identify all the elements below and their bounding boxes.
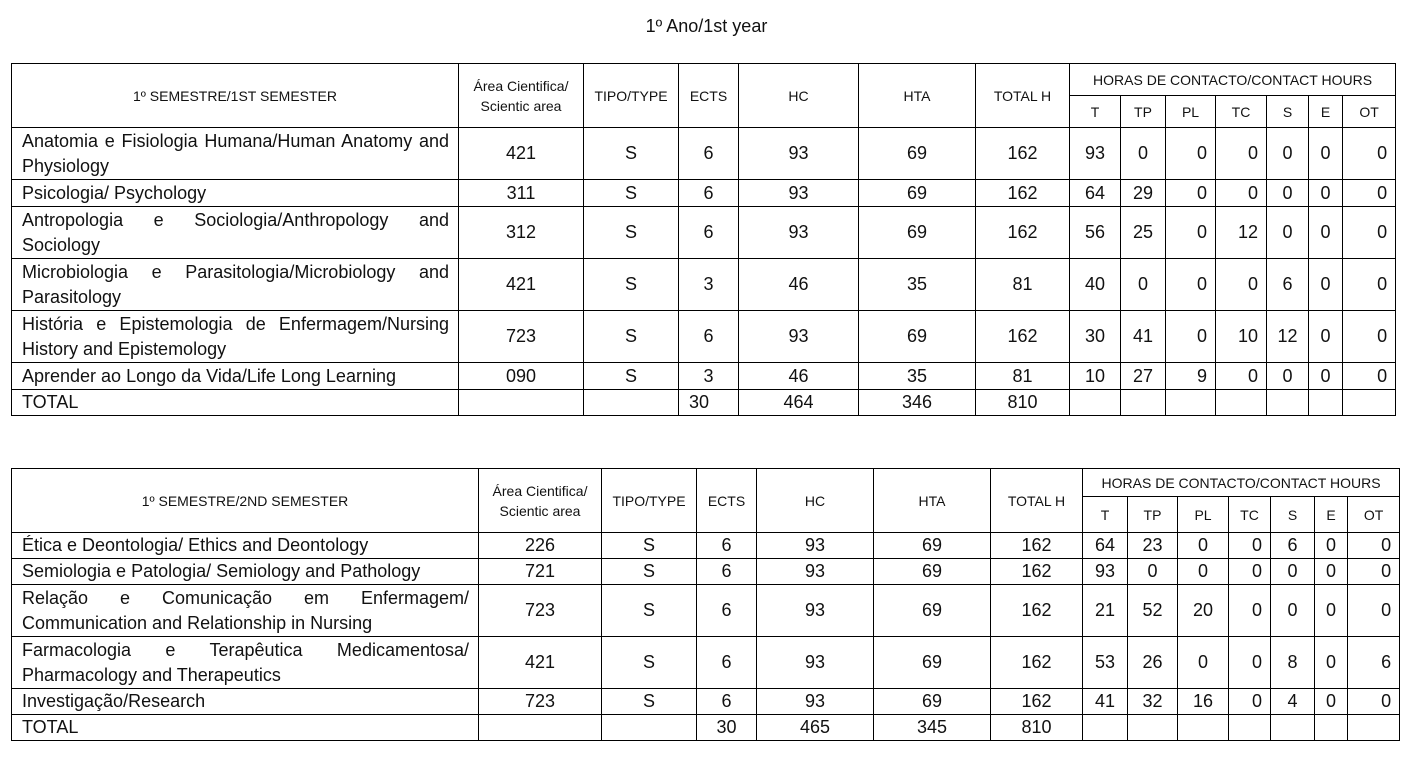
total-h-header: TOTAL H <box>976 64 1070 128</box>
area-cell: 723 <box>479 585 602 637</box>
hta-header: HTA <box>859 64 976 128</box>
empty-cell <box>1271 715 1315 741</box>
hta-cell: 69 <box>874 689 991 715</box>
contact-tc-cell: 0 <box>1229 689 1271 715</box>
course-name: Farmacologia e Terapêutica Medicamentosa/ Pharmacology and Therapeutics <box>12 637 479 689</box>
total-h-cell: 162 <box>991 637 1083 689</box>
ects-cell: 6 <box>697 637 757 689</box>
table-row <box>12 180 1396 207</box>
table-total-row <box>12 390 1396 416</box>
contact-subheader-pl: PL <box>1166 96 1216 128</box>
contact-subheader-tp: TP <box>1128 497 1178 533</box>
ects-cell: 6 <box>697 689 757 715</box>
contact-subheader-ot: OT <box>1348 497 1400 533</box>
contact-hours-header: HORAS DE CONTACTO/CONTACT HOURS <box>1083 469 1400 497</box>
empty-cell <box>584 390 679 416</box>
area-cell: 312 <box>459 207 584 259</box>
total-h-cell: 162 <box>976 311 1070 363</box>
empty-cell <box>479 715 602 741</box>
empty-cell <box>602 715 697 741</box>
contact-ot-cell: 0 <box>1343 311 1396 363</box>
empty-cell <box>1348 715 1400 741</box>
total-label: TOTAL <box>12 715 479 741</box>
empty-cell <box>459 390 584 416</box>
empty-cell <box>1267 390 1309 416</box>
course-name: Anatomia e Fisiologia Humana/Human Anatomy and Physiology <box>12 128 459 180</box>
type-cell: S <box>584 259 679 311</box>
contact-subheader-t: T <box>1083 497 1128 533</box>
contact-tc-cell: 0 <box>1229 637 1271 689</box>
contact-pl-cell: 0 <box>1166 207 1216 259</box>
contact-subheader-e: E <box>1315 497 1348 533</box>
type-cell: S <box>602 533 697 559</box>
contact-tp-cell: 29 <box>1121 180 1166 207</box>
contact-tc-cell: 0 <box>1229 585 1271 637</box>
contact-e-cell: 0 <box>1309 180 1343 207</box>
contact-ot-cell: 0 <box>1343 128 1396 180</box>
area-cell: 226 <box>479 533 602 559</box>
contact-subheader-pl: PL <box>1178 497 1229 533</box>
area-cell: 421 <box>479 637 602 689</box>
contact-e-cell: 0 <box>1315 637 1348 689</box>
total-ects: 30 <box>679 390 739 416</box>
type-header: TIPO/TYPE <box>602 469 697 533</box>
contact-t-cell: 40 <box>1070 259 1121 311</box>
contact-tp-cell: 26 <box>1128 637 1178 689</box>
hc-header: HC <box>739 64 859 128</box>
contact-tp-cell: 0 <box>1121 259 1166 311</box>
contact-s-cell: 0 <box>1267 180 1309 207</box>
semester-header: 1º SEMESTRE/1ST SEMESTER <box>12 64 459 128</box>
course-name: Semiologia e Patologia/ Semiology and Pathology <box>12 559 479 585</box>
ects-header: ECTS <box>679 64 739 128</box>
table-row <box>12 585 1400 637</box>
empty-cell <box>1229 715 1271 741</box>
hc-cell: 93 <box>739 311 859 363</box>
contact-ot-cell: 0 <box>1348 533 1400 559</box>
contact-t-cell: 30 <box>1070 311 1121 363</box>
hc-cell: 93 <box>739 207 859 259</box>
contact-s-cell: 4 <box>1271 689 1315 715</box>
contact-s-cell: 0 <box>1267 128 1309 180</box>
course-name: História e Epistemologia de Enfermagem/Nursing History and Epistemology <box>12 311 459 363</box>
contact-subheader-s: S <box>1271 497 1315 533</box>
total-h-cell: 162 <box>991 689 1083 715</box>
type-cell: S <box>602 559 697 585</box>
contact-ot-cell: 0 <box>1343 207 1396 259</box>
hc-cell: 93 <box>757 533 874 559</box>
empty-cell <box>1178 715 1229 741</box>
total-ects: 30 <box>697 715 757 741</box>
contact-hours-header: HORAS DE CONTACTO/CONTACT HOURS <box>1070 64 1396 96</box>
contact-tc-cell: 12 <box>1216 207 1267 259</box>
table-total-row <box>12 715 1400 741</box>
course-name: Psicologia/ Psychology <box>12 180 459 207</box>
type-cell: S <box>584 363 679 390</box>
empty-cell <box>1083 715 1128 741</box>
total-h-header: TOTAL H <box>991 469 1083 533</box>
contact-pl-cell: 0 <box>1166 259 1216 311</box>
ects-header: ECTS <box>697 469 757 533</box>
page-title: 1º Ano/1st year <box>645 16 768 36</box>
contact-tc-cell: 0 <box>1229 533 1271 559</box>
contact-pl-cell: 0 <box>1178 533 1229 559</box>
contact-subheader-s: S <box>1267 96 1309 128</box>
contact-subheader-ot: OT <box>1343 96 1396 128</box>
ects-cell: 6 <box>697 559 757 585</box>
contact-t-cell: 56 <box>1070 207 1121 259</box>
area-header: Área Cientifica/ Scientic area <box>459 64 584 128</box>
contact-e-cell: 0 <box>1309 363 1343 390</box>
table-row <box>12 363 1396 390</box>
hc-cell: 93 <box>757 637 874 689</box>
hta-cell: 69 <box>874 533 991 559</box>
contact-pl-cell: 20 <box>1178 585 1229 637</box>
hc-cell: 93 <box>757 585 874 637</box>
type-cell: S <box>584 128 679 180</box>
contact-pl-cell: 9 <box>1166 363 1216 390</box>
total-h-cell: 81 <box>976 259 1070 311</box>
hta-cell: 69 <box>874 585 991 637</box>
table-row <box>12 533 1400 559</box>
type-cell: S <box>584 207 679 259</box>
hc-cell: 93 <box>757 689 874 715</box>
contact-ot-cell: 0 <box>1343 259 1396 311</box>
ects-cell: 6 <box>697 585 757 637</box>
hc-cell: 46 <box>739 363 859 390</box>
area-header: Área Cientifica/ Scientic area <box>479 469 602 533</box>
ects-cell: 3 <box>679 259 739 311</box>
total-label: TOTAL <box>12 390 459 416</box>
ects-cell: 6 <box>679 311 739 363</box>
contact-s-cell: 12 <box>1267 311 1309 363</box>
curriculum-table-semester-2 <box>11 468 1400 741</box>
table-row <box>12 637 1400 689</box>
contact-s-cell: 0 <box>1267 207 1309 259</box>
contact-pl-cell: 0 <box>1178 637 1229 689</box>
contact-t-cell: 21 <box>1083 585 1128 637</box>
hc-cell: 93 <box>739 128 859 180</box>
course-name: Relação e Comunicação em Enfermagem/ Communication and Relationship in Nursing <box>12 585 479 637</box>
total-h-cell: 162 <box>991 585 1083 637</box>
contact-t-cell: 64 <box>1070 180 1121 207</box>
contact-tp-cell: 23 <box>1128 533 1178 559</box>
contact-tp-cell: 41 <box>1121 311 1166 363</box>
contact-e-cell: 0 <box>1309 311 1343 363</box>
contact-s-cell: 8 <box>1271 637 1315 689</box>
contact-tp-cell: 52 <box>1128 585 1178 637</box>
area-cell: 721 <box>479 559 602 585</box>
contact-e-cell: 0 <box>1315 533 1348 559</box>
contact-e-cell: 0 <box>1309 207 1343 259</box>
contact-pl-cell: 0 <box>1178 559 1229 585</box>
total-h-cell: 162 <box>991 559 1083 585</box>
empty-cell <box>1128 715 1178 741</box>
total-h-cell: 162 <box>976 128 1070 180</box>
hta-cell: 69 <box>859 311 976 363</box>
total-h-cell: 162 <box>976 207 1070 259</box>
course-name: Ética e Deontologia/ Ethics and Deontology <box>12 533 479 559</box>
contact-tc-cell: 10 <box>1216 311 1267 363</box>
hta-cell: 69 <box>874 637 991 689</box>
course-name: Aprender ao Longo da Vida/Life Long Learning <box>12 363 459 390</box>
area-cell: 723 <box>479 689 602 715</box>
ects-cell: 3 <box>679 363 739 390</box>
contact-s-cell: 6 <box>1267 259 1309 311</box>
contact-e-cell: 0 <box>1315 689 1348 715</box>
total-h-cell: 81 <box>976 363 1070 390</box>
contact-tc-cell: 0 <box>1216 363 1267 390</box>
total-hours: 810 <box>991 715 1083 741</box>
hta-cell: 69 <box>859 180 976 207</box>
area-cell: 090 <box>459 363 584 390</box>
contact-subheader-tc: TC <box>1229 497 1271 533</box>
contact-ot-cell: 6 <box>1348 637 1400 689</box>
contact-pl-cell: 0 <box>1166 311 1216 363</box>
table-row <box>12 311 1396 363</box>
contact-tc-cell: 0 <box>1216 259 1267 311</box>
contact-t-cell: 10 <box>1070 363 1121 390</box>
ects-cell: 6 <box>679 207 739 259</box>
contact-tp-cell: 27 <box>1121 363 1166 390</box>
contact-subheader-e: E <box>1309 96 1343 128</box>
empty-cell <box>1166 390 1216 416</box>
empty-cell <box>1070 390 1121 416</box>
contact-tp-cell: 0 <box>1121 128 1166 180</box>
contact-e-cell: 0 <box>1309 128 1343 180</box>
hta-cell: 35 <box>859 363 976 390</box>
hta-header: HTA <box>874 469 991 533</box>
empty-cell <box>1216 390 1267 416</box>
contact-e-cell: 0 <box>1315 585 1348 637</box>
hta-cell: 69 <box>874 559 991 585</box>
area-cell: 421 <box>459 128 584 180</box>
table-row <box>12 259 1396 311</box>
contact-e-cell: 0 <box>1315 559 1348 585</box>
empty-cell <box>1121 390 1166 416</box>
contact-ot-cell: 0 <box>1348 585 1400 637</box>
contact-t-cell: 64 <box>1083 533 1128 559</box>
ects-cell: 6 <box>679 128 739 180</box>
hta-cell: 69 <box>859 207 976 259</box>
total-hours: 810 <box>976 390 1070 416</box>
contact-s-cell: 0 <box>1271 559 1315 585</box>
empty-cell <box>1315 715 1348 741</box>
contact-t-cell: 93 <box>1070 128 1121 180</box>
total-h-cell: 162 <box>976 180 1070 207</box>
type-header: TIPO/TYPE <box>584 64 679 128</box>
curriculum-table-semester-1 <box>11 63 1396 416</box>
contact-tp-cell: 32 <box>1128 689 1178 715</box>
contact-t-cell: 41 <box>1083 689 1128 715</box>
area-cell: 723 <box>459 311 584 363</box>
hc-cell: 93 <box>757 559 874 585</box>
contact-ot-cell: 0 <box>1343 363 1396 390</box>
contact-s-cell: 6 <box>1271 533 1315 559</box>
hc-cell: 93 <box>739 180 859 207</box>
table-row <box>12 207 1396 259</box>
course-name: Microbiologia e Parasitologia/Microbiology and Parasitology <box>12 259 459 311</box>
contact-t-cell: 93 <box>1083 559 1128 585</box>
semester-header: 1º SEMESTRE/2ND SEMESTER <box>12 469 479 533</box>
total-hta: 346 <box>859 390 976 416</box>
contact-ot-cell: 0 <box>1348 559 1400 585</box>
course-name: Investigação/Research <box>12 689 479 715</box>
type-cell: S <box>602 585 697 637</box>
ects-cell: 6 <box>679 180 739 207</box>
contact-pl-cell: 0 <box>1166 128 1216 180</box>
contact-pl-cell: 16 <box>1178 689 1229 715</box>
empty-cell <box>1309 390 1343 416</box>
table-header-row <box>12 469 1400 497</box>
course-name: Antropologia e Sociologia/Anthropology and Sociology <box>12 207 459 259</box>
hc-cell: 46 <box>739 259 859 311</box>
table-row <box>12 689 1400 715</box>
area-cell: 421 <box>459 259 584 311</box>
contact-t-cell: 53 <box>1083 637 1128 689</box>
hta-cell: 69 <box>859 128 976 180</box>
contact-subheader-tp: TP <box>1121 96 1166 128</box>
table-row <box>12 128 1396 180</box>
total-hta: 345 <box>874 715 991 741</box>
contact-s-cell: 0 <box>1271 585 1315 637</box>
contact-tc-cell: 0 <box>1216 180 1267 207</box>
empty-cell <box>1343 390 1396 416</box>
contact-subheader-tc: TC <box>1216 96 1267 128</box>
contact-ot-cell: 0 <box>1348 689 1400 715</box>
hc-header: HC <box>757 469 874 533</box>
contact-tc-cell: 0 <box>1229 559 1271 585</box>
ects-cell: 6 <box>697 533 757 559</box>
contact-pl-cell: 0 <box>1166 180 1216 207</box>
contact-tc-cell: 0 <box>1216 128 1267 180</box>
contact-e-cell: 0 <box>1309 259 1343 311</box>
contact-tp-cell: 0 <box>1128 559 1178 585</box>
contact-ot-cell: 0 <box>1343 180 1396 207</box>
contact-subheader-t: T <box>1070 96 1121 128</box>
table-row <box>12 559 1400 585</box>
contact-s-cell: 0 <box>1267 363 1309 390</box>
area-cell: 311 <box>459 180 584 207</box>
total-hc: 465 <box>757 715 874 741</box>
total-hc: 464 <box>739 390 859 416</box>
type-cell: S <box>584 180 679 207</box>
contact-tp-cell: 25 <box>1121 207 1166 259</box>
total-h-cell: 162 <box>991 533 1083 559</box>
type-cell: S <box>602 689 697 715</box>
type-cell: S <box>602 637 697 689</box>
hta-cell: 35 <box>859 259 976 311</box>
type-cell: S <box>584 311 679 363</box>
table-header-row <box>12 64 1396 96</box>
